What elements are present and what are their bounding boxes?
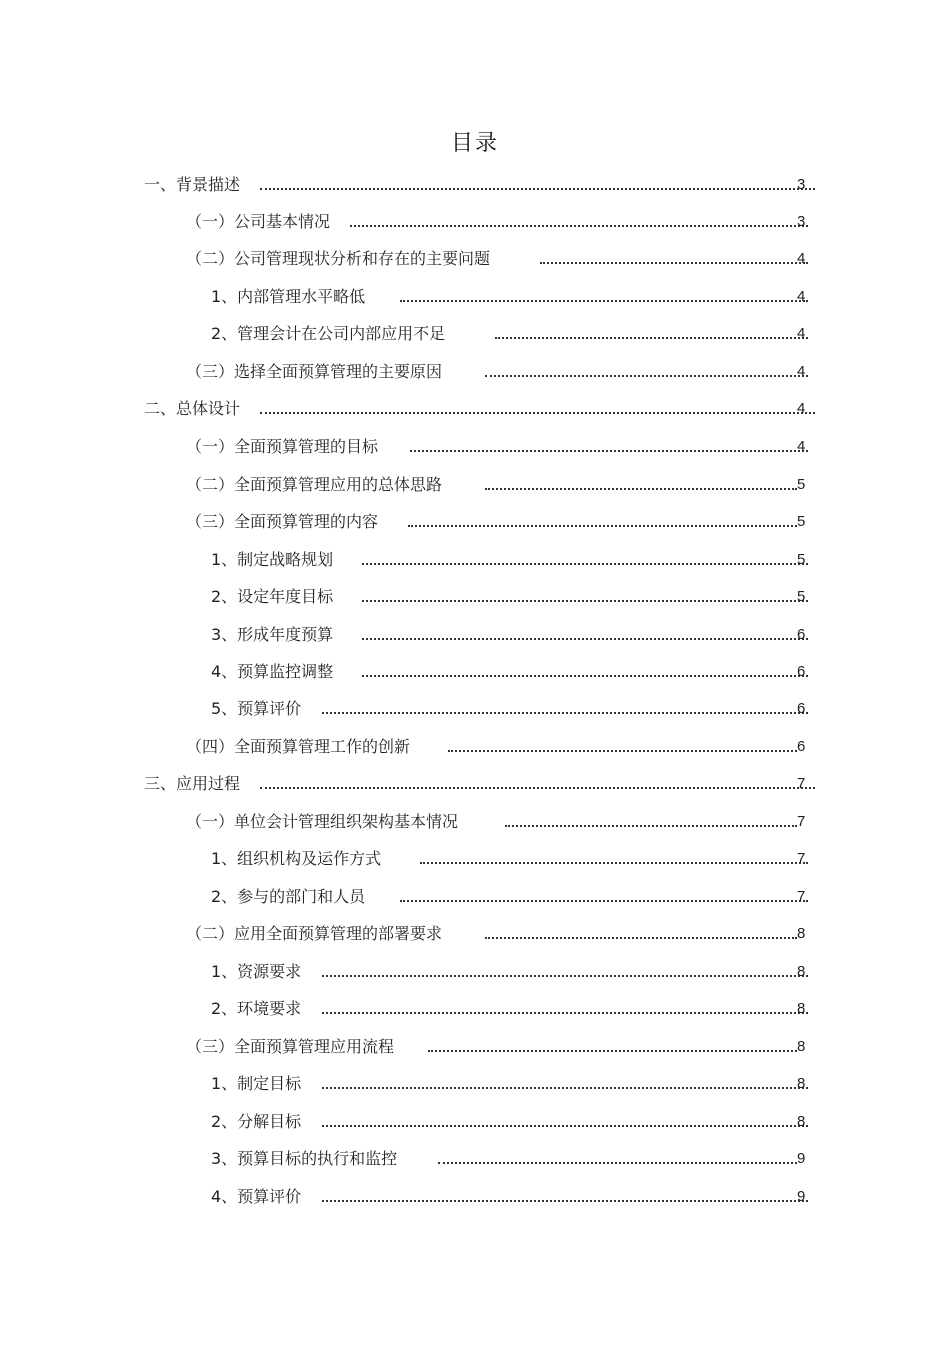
toc-dot-leader bbox=[322, 712, 808, 714]
toc-entry[interactable] bbox=[0, 543, 950, 571]
toc-entry-label: （三）全面预算管理的内容 bbox=[186, 509, 382, 532]
toc-dot-leader bbox=[495, 337, 808, 339]
toc-page-number: 4 bbox=[797, 400, 806, 417]
toc-entry-label: 1、资源要求 bbox=[211, 959, 305, 982]
toc-dot-leader bbox=[362, 638, 808, 640]
toc-entry[interactable] bbox=[0, 655, 950, 683]
toc-entry-label: （二）应用全面预算管理的部署要求 bbox=[186, 921, 446, 944]
toc-dot-leader bbox=[428, 1050, 797, 1052]
toc-entry[interactable] bbox=[0, 692, 950, 720]
toc-entry-label: （一）单位会计管理组织架构基本情况 bbox=[186, 809, 462, 832]
toc-entry-label: 2、参与的部门和人员 bbox=[211, 884, 369, 907]
toc-dot-leader bbox=[485, 937, 797, 939]
toc-entry-label: 2、环境要求 bbox=[211, 996, 305, 1019]
toc-page-number: 6 bbox=[797, 700, 806, 717]
toc-page-number: 8 bbox=[797, 1000, 806, 1017]
toc-dot-leader bbox=[322, 1200, 808, 1202]
toc-page-number: 7 bbox=[797, 850, 806, 867]
toc-entry-label: 二、总体设计 bbox=[144, 396, 244, 419]
toc-entry[interactable] bbox=[0, 317, 950, 345]
toc-dot-leader bbox=[362, 675, 808, 677]
toc-page-number: 7 bbox=[797, 813, 806, 830]
toc-entry[interactable] bbox=[0, 1105, 950, 1133]
toc-entry-label: 1、组织机构及运作方式 bbox=[211, 846, 385, 869]
toc-page-number: 3 bbox=[797, 213, 806, 230]
toc-page-number: 6 bbox=[797, 626, 806, 643]
toc-entry[interactable] bbox=[0, 1030, 950, 1058]
toc-dot-leader bbox=[350, 225, 808, 227]
toc-entry-label: 3、预算目标的执行和监控 bbox=[211, 1146, 401, 1169]
toc-page-number: 5 bbox=[797, 551, 806, 568]
toc-entry[interactable] bbox=[0, 1142, 950, 1170]
toc-entry-label: （四）全面预算管理工作的创新 bbox=[186, 734, 414, 757]
toc-page-number: 7 bbox=[797, 775, 806, 792]
toc-page-number: 4 bbox=[797, 325, 806, 342]
toc-entry[interactable] bbox=[0, 767, 950, 795]
toc-dot-leader bbox=[400, 900, 808, 902]
toc-dot-leader bbox=[322, 1012, 808, 1014]
toc-page-number: 4 bbox=[797, 250, 806, 267]
toc-dot-leader bbox=[448, 750, 797, 752]
toc-page-number: 6 bbox=[797, 663, 806, 680]
toc-dot-leader bbox=[505, 825, 797, 827]
toc-entry-label: 三、应用过程 bbox=[144, 771, 244, 794]
toc-entry-label: （三）全面预算管理应用流程 bbox=[186, 1034, 398, 1057]
toc-page-number: 4 bbox=[797, 363, 806, 380]
toc-dot-leader bbox=[322, 975, 808, 977]
toc-entry-label: （一）公司基本情况 bbox=[186, 209, 334, 232]
toc-entry-label: 4、预算评价 bbox=[211, 1184, 305, 1207]
toc-entry[interactable] bbox=[0, 1180, 950, 1208]
toc-entry[interactable] bbox=[0, 730, 950, 758]
toc-entry-label: 2、分解目标 bbox=[211, 1109, 305, 1132]
toc-page-number: 5 bbox=[797, 513, 806, 530]
toc-entry-label: （一）全面预算管理的目标 bbox=[186, 434, 382, 457]
toc-dot-leader bbox=[438, 1162, 797, 1164]
toc-dot-leader bbox=[400, 300, 808, 302]
toc-dot-leader bbox=[540, 262, 808, 264]
toc-entry-label: （二）全面预算管理应用的总体思路 bbox=[186, 472, 446, 495]
toc-entry[interactable] bbox=[0, 880, 950, 908]
toc-page-number: 5 bbox=[797, 476, 806, 493]
toc-page-number: 8 bbox=[797, 963, 806, 980]
toc-dot-leader bbox=[485, 375, 808, 377]
toc-entry[interactable] bbox=[0, 430, 950, 458]
toc-entry-label: （二）公司管理现状分析和存在的主要问题 bbox=[186, 246, 494, 269]
toc-entry-label: 1、制定战略规划 bbox=[211, 547, 337, 570]
toc-page-number: 8 bbox=[797, 1113, 806, 1130]
toc-entry-label: 3、形成年度预算 bbox=[211, 622, 337, 645]
toc-entry[interactable] bbox=[0, 580, 950, 608]
toc-entry-label: 1、制定目标 bbox=[211, 1071, 305, 1094]
toc-page-number: 8 bbox=[797, 1075, 806, 1092]
toc-dot-leader bbox=[322, 1087, 808, 1089]
toc-page-number: 9 bbox=[797, 1150, 806, 1167]
toc-dot-leader bbox=[260, 412, 815, 414]
toc-page-number: 9 bbox=[797, 1188, 806, 1205]
toc-entry[interactable] bbox=[0, 468, 950, 496]
toc-entry[interactable] bbox=[0, 992, 950, 1020]
toc-dot-leader bbox=[322, 1125, 808, 1127]
toc-page-number: 8 bbox=[797, 1038, 806, 1055]
toc-entry[interactable] bbox=[0, 242, 950, 270]
toc-page-number: 5 bbox=[797, 588, 806, 605]
toc-page-number: 3 bbox=[797, 176, 806, 193]
toc-entry[interactable] bbox=[0, 618, 950, 646]
toc-entry-label: 1、内部管理水平略低 bbox=[211, 284, 369, 307]
toc-entry[interactable] bbox=[0, 805, 950, 833]
toc-entry-label: 5、预算评价 bbox=[211, 696, 305, 719]
toc-entry-label: 2、设定年度目标 bbox=[211, 584, 337, 607]
toc-entry-label: 一、背景描述 bbox=[144, 172, 244, 195]
toc-dot-leader bbox=[260, 787, 815, 789]
toc-entry[interactable] bbox=[0, 955, 950, 983]
toc-entry[interactable] bbox=[0, 842, 950, 870]
toc-page-number: 6 bbox=[797, 738, 806, 755]
toc-dot-leader bbox=[485, 488, 797, 490]
toc-entry[interactable] bbox=[0, 392, 950, 420]
toc-dot-leader bbox=[408, 525, 797, 527]
toc-page-number: 4 bbox=[797, 288, 806, 305]
toc-entry[interactable] bbox=[0, 1067, 950, 1095]
toc-entry[interactable] bbox=[0, 917, 950, 945]
toc-entry-label: （三）选择全面预算管理的主要原因 bbox=[186, 359, 446, 382]
toc-entry[interactable] bbox=[0, 205, 950, 233]
toc-entry[interactable] bbox=[0, 280, 950, 308]
toc-entry[interactable] bbox=[0, 505, 950, 533]
toc-dot-leader bbox=[362, 563, 808, 565]
toc-entry[interactable] bbox=[0, 168, 950, 196]
toc-entry-label: 2、管理会计在公司内部应用不足 bbox=[211, 321, 449, 344]
toc-dot-leader bbox=[410, 450, 808, 452]
toc-entry[interactable] bbox=[0, 355, 950, 383]
toc-title: 目录 bbox=[450, 131, 499, 156]
toc-page-number: 4 bbox=[797, 438, 806, 455]
toc-dot-leader bbox=[420, 862, 808, 864]
toc-dot-leader bbox=[362, 600, 808, 602]
toc-entry-label: 4、预算监控调整 bbox=[211, 659, 337, 682]
toc-dot-leader bbox=[260, 188, 815, 190]
toc-page-number: 8 bbox=[797, 925, 806, 942]
toc-page-number: 7 bbox=[797, 888, 806, 905]
